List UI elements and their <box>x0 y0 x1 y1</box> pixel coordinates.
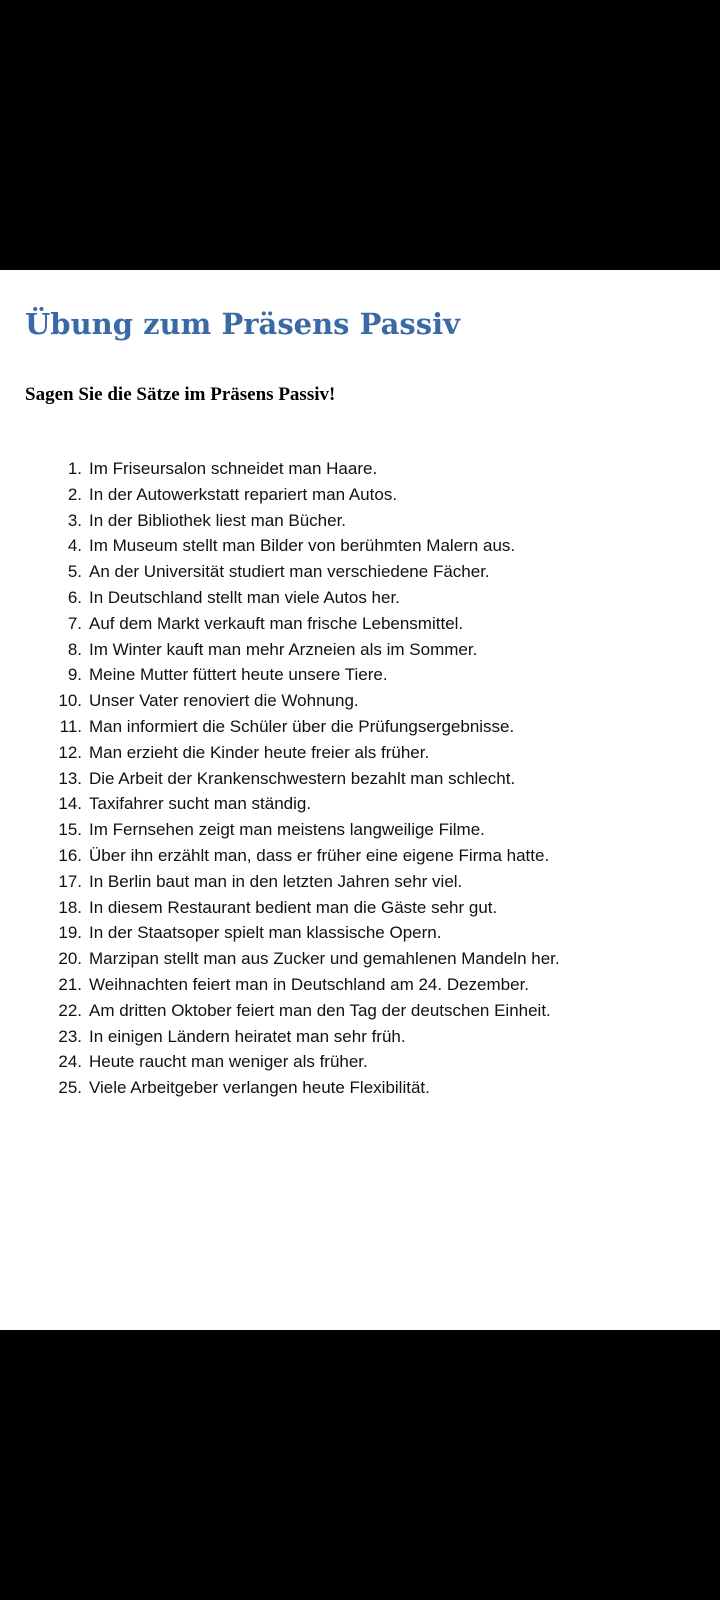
item-number: 19. <box>58 923 82 943</box>
item-text: Die Arbeit der Krankenschwestern bezahlt man schlecht. <box>89 768 516 788</box>
item-number: 3. <box>67 510 82 530</box>
item-text: Am dritten Oktober feiert man den Tag der deutschen Einheit. <box>89 1000 551 1020</box>
item-number: 8. <box>67 639 82 659</box>
document-instruction: Sagen Sie die Sätze im Präsens Passiv! <box>25 384 336 405</box>
item-number: 6. <box>67 587 82 607</box>
item-number: 23. <box>58 1026 82 1046</box>
item-text: Marzipan stellt man aus Zucker und gemahlenen Mandeln her. <box>89 949 560 969</box>
item-number: 13. <box>58 768 82 788</box>
document-title: Übung zum Präsens Passiv <box>25 307 460 341</box>
item-text: Über ihn erzählt man, dass er früher eine eigene Firma hatte. <box>89 845 550 865</box>
item-number: 9. <box>67 665 82 685</box>
item-text: Man erzieht die Kinder heute freier als früher. <box>89 742 430 762</box>
item-text: Taxifahrer sucht man ständig. <box>89 794 312 814</box>
item-text: Viele Arbeitgeber verlangen heute Flexibilität. <box>89 1078 430 1098</box>
item-number: 7. <box>67 613 82 633</box>
item-text: Heute raucht man weniger als früher. <box>89 1052 368 1072</box>
item-number: 2. <box>67 484 82 504</box>
item-number: 11. <box>59 716 82 736</box>
item-number: 12. <box>58 742 82 762</box>
bottom-black-area <box>0 1330 720 1600</box>
item-number: 10. <box>58 691 82 711</box>
item-text: Im Museum stellt man Bilder von berühmten Malern aus. <box>89 536 516 556</box>
item-number: 18. <box>58 897 82 917</box>
item-text: Im Friseursalon schneidet man Haare. <box>89 459 378 478</box>
item-text: Im Fernsehen zeigt man meistens langweilige Filme. <box>89 820 485 840</box>
item-text: An der Universität studiert man verschiedene Fächer. <box>89 562 490 582</box>
item-number: 24. <box>58 1052 82 1072</box>
item-text: Auf dem Markt verkauft man frische Lebensmittel. <box>89 613 464 633</box>
item-number: 1. <box>67 459 82 478</box>
item-number: 22. <box>58 1000 82 1020</box>
top-black-area <box>0 0 720 270</box>
item-number: 25. <box>58 1078 82 1098</box>
item-text: Im Winter kauft man mehr Arzneien als im Sommer. <box>89 639 478 659</box>
item-text: In Berlin baut man in den letzten Jahren sehr viel. <box>89 871 463 891</box>
item-text: In der Autowerkstatt repariert man Autos. <box>89 484 398 504</box>
item-text: In diesem Restaurant bedient man die Gäste sehr gut. <box>89 897 498 917</box>
item-number: 4. <box>67 536 82 556</box>
item-text: In einigen Ländern heiratet man sehr früh. <box>89 1026 406 1046</box>
item-number: 5. <box>67 562 82 582</box>
item-number: 20. <box>58 949 82 969</box>
item-text: Meine Mutter füttert heute unsere Tiere. <box>89 665 388 685</box>
item-number: 21. <box>58 974 82 994</box>
item-number: 16. <box>58 845 82 865</box>
item-text: In Deutschland stellt man viele Autos her. <box>89 587 400 607</box>
item-text: In der Staatsoper spielt man klassische Opern. <box>89 923 442 943</box>
item-text: Weihnachten feiert man in Deutschland am 24. Dezember. <box>89 974 530 994</box>
item-text: In der Bibliothek liest man Bücher. <box>89 510 347 530</box>
item-number: 17. <box>58 871 82 891</box>
item-number: 15. <box>58 820 82 840</box>
item-number: 14. <box>58 794 82 814</box>
document-page[interactable] <box>0 270 720 1330</box>
item-text: Unser Vater renoviert die Wohnung. <box>89 691 359 711</box>
item-text: Man informiert die Schüler über die Prüfungsergebnisse. <box>89 716 515 736</box>
